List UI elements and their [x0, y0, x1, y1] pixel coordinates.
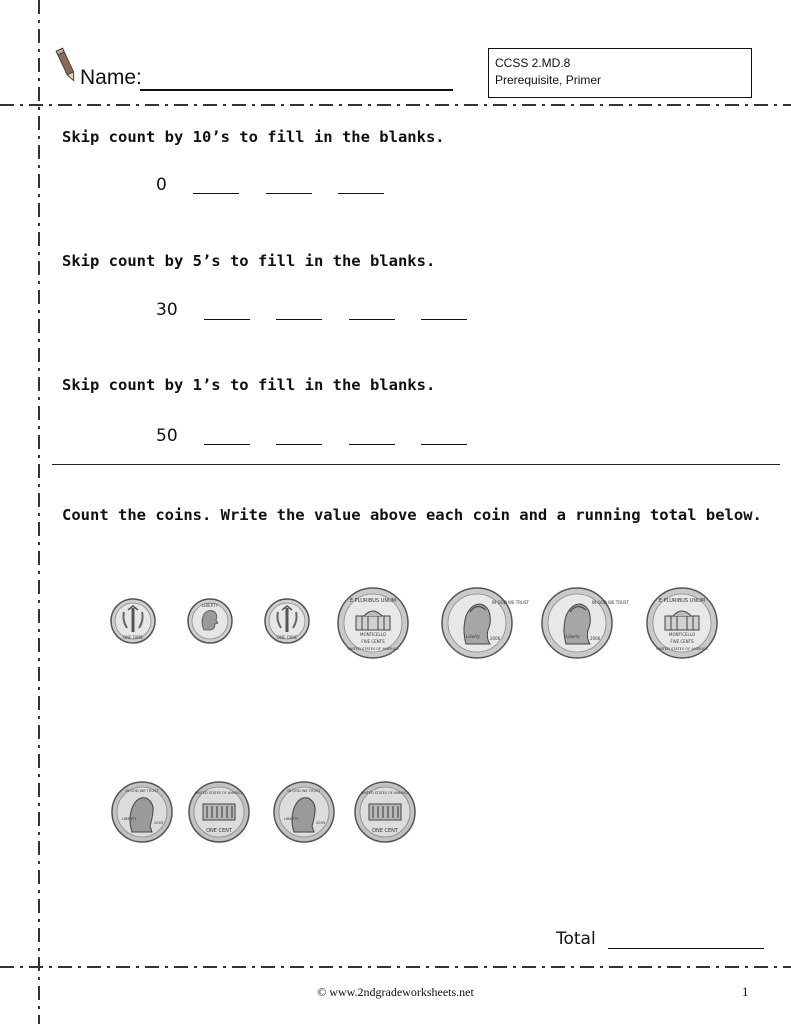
penny-motto-text: IN GOD WE TRUST [125, 789, 159, 793]
standard-box [488, 48, 752, 98]
penny-back-coin [187, 780, 251, 844]
dime-front-coin [187, 598, 233, 644]
start-number-skip-1: 50 [156, 426, 178, 446]
nickel-year-text: 2006 [490, 636, 501, 641]
nickel-value-text: FIVE CENTS [361, 639, 385, 644]
section-divider [52, 464, 780, 465]
dime-value-text: ONE DIME [276, 635, 298, 640]
penny-back-coin [353, 780, 417, 844]
total-field[interactable] [608, 948, 764, 949]
answer-blank[interactable] [421, 319, 467, 320]
nickel-front-coin [440, 586, 529, 660]
instruction-count-coins: Count the coins. Write the value above each coin and a running total below. [62, 506, 762, 524]
answer-blank[interactable] [349, 444, 395, 445]
top-cut-guide [0, 104, 791, 106]
penny-year-text: 2003 [316, 821, 326, 825]
dime-value-text: ONE DIME [122, 635, 144, 640]
instruction-skip-10: Skip count by 10’s to fill in the blanks. [62, 128, 445, 146]
answer-blank[interactable] [276, 319, 322, 320]
dime-back-coin [264, 598, 310, 644]
answer-blank[interactable] [421, 444, 467, 445]
penny-value-text: ONE CENT [206, 828, 232, 834]
instruction-skip-1: Skip count by 1’s to fill in the blanks. [62, 376, 436, 394]
nickel-country-text: UNITED STATES OF AMERICA [347, 647, 399, 651]
answer-blank[interactable] [193, 193, 239, 194]
start-number-skip-5: 30 [156, 300, 178, 320]
penny-value-text: ONE CENT [372, 828, 398, 834]
nickel-building-text: MONTICELLO [669, 632, 695, 637]
nickel-country-text: UNITED STATES OF AMERICA [656, 647, 708, 651]
answer-blank[interactable] [204, 444, 250, 445]
answer-blank[interactable] [338, 193, 384, 194]
nickel-year-text: 2006 [590, 636, 601, 641]
nickel-liberty-text: Liberty [466, 634, 480, 639]
nickel-value-text: FIVE CENTS [670, 639, 694, 644]
dime-back-coin [110, 598, 156, 644]
pencil-icon [56, 46, 78, 84]
penny-liberty-text: LIBERTY [122, 817, 137, 821]
nickel-front-coin [540, 586, 629, 660]
nickel-liberty-text: Liberty [566, 634, 580, 639]
answer-blank[interactable] [349, 319, 395, 320]
name-label: Name: [80, 66, 142, 89]
penny-liberty-text: LIBERTY [284, 817, 299, 821]
answer-blank[interactable] [266, 193, 312, 194]
penny-front-coin [272, 780, 336, 844]
left-margin-guide [38, 0, 40, 1024]
name-field[interactable] [140, 89, 453, 91]
answer-blank[interactable] [204, 319, 250, 320]
nickel-motto-text: E PLURIBUS UNUM [658, 598, 706, 604]
nickel-motto-text: IN GOD WE TRUST [492, 600, 529, 605]
nickel-motto-text: IN GOD WE TRUST [592, 600, 629, 605]
answer-blank[interactable] [276, 444, 322, 445]
instruction-skip-5: Skip count by 5’s to fill in the blanks. [62, 252, 436, 270]
penny-country-text: UNITED STATES OF AMERICA [194, 791, 244, 795]
footer-credit: © www.2ndgradeworksheets.net [317, 985, 474, 999]
bottom-cut-guide [0, 966, 791, 968]
penny-country-text: UNITED STATES OF AMERICA [360, 791, 410, 795]
standard-note: Prerequisite, Primer [495, 73, 602, 87]
nickel-back-coin [336, 586, 410, 660]
dime-liberty-text: LIBERTY [201, 603, 219, 608]
standard-code: CCSS 2.MD.8 [495, 56, 571, 70]
penny-motto-text: IN GOD WE TRUST [287, 789, 321, 793]
nickel-motto-text: E PLURIBUS UNUM [349, 598, 397, 604]
penny-year-text: 2003 [154, 821, 164, 825]
penny-front-coin [110, 780, 174, 844]
nickel-building-text: MONTICELLO [360, 632, 386, 637]
page-number: 1 [742, 984, 749, 999]
start-number-skip-10: 0 [156, 175, 167, 195]
total-label: Total [556, 929, 596, 949]
nickel-back-coin [645, 586, 719, 660]
